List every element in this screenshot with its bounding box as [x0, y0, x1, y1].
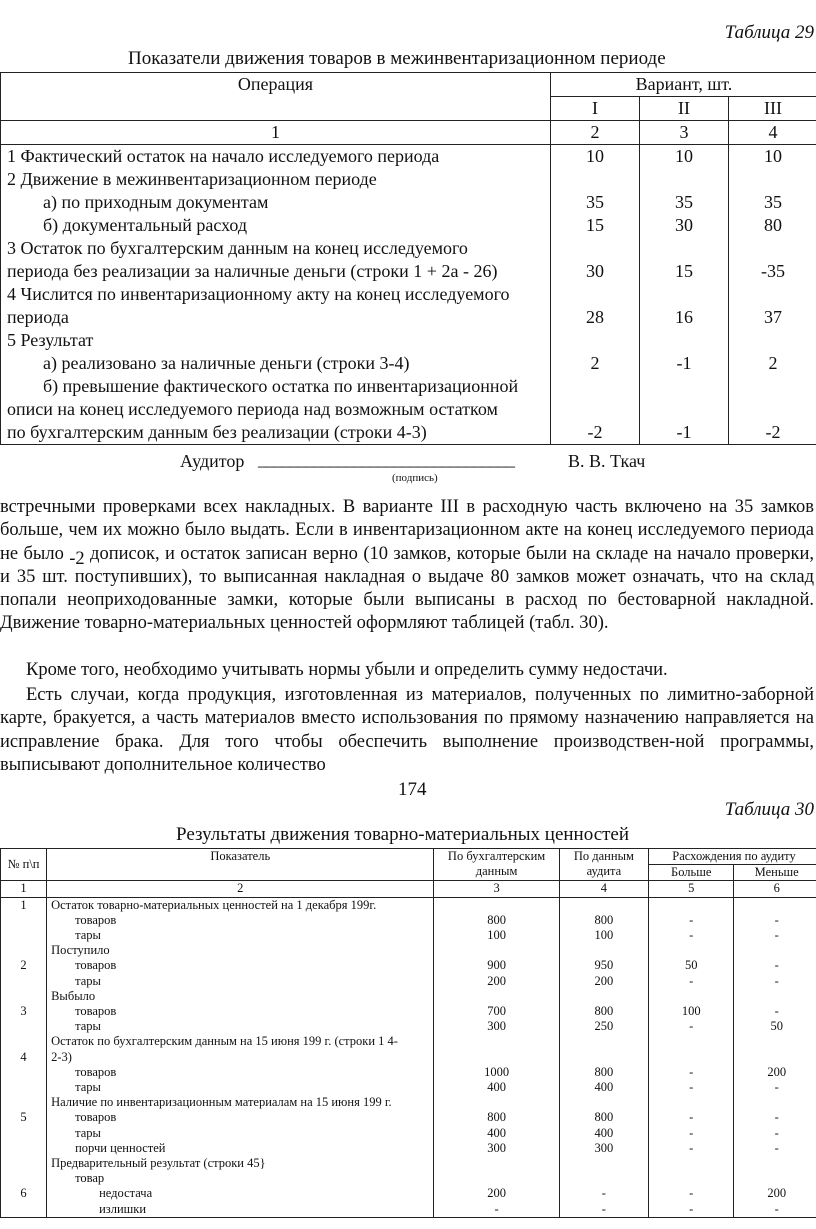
table29-row — [1, 375, 816, 398]
row-audit: - — [559, 1186, 648, 1201]
row-value — [551, 168, 640, 191]
row-accounting: 900 — [434, 958, 559, 973]
row-text: 2 Движение в межинвентаризационном периоде — [1, 168, 551, 191]
row-text: б) документальный расход — [1, 214, 551, 237]
table29-row — [1, 421, 816, 445]
table29-caption: Таблица 29 — [724, 22, 814, 43]
row-indicator: излишки — [47, 1202, 434, 1218]
table29-row — [1, 283, 816, 306]
header-more: Больше — [649, 865, 734, 881]
row-more: - — [649, 1080, 734, 1095]
table30-row — [1, 1034, 816, 1049]
row-more: - — [649, 1126, 734, 1141]
row-accounting — [434, 1050, 559, 1065]
table30-row — [1, 1019, 816, 1034]
row-value: -2 — [729, 421, 816, 445]
row-indicator: тары — [47, 974, 434, 989]
header-less: Меньше — [734, 865, 816, 881]
row-audit — [559, 943, 648, 958]
row-accounting: 300 — [434, 1141, 559, 1156]
row-text: 5 Результат — [1, 329, 551, 352]
row-less: - — [734, 974, 816, 989]
row-audit: 250 — [559, 1019, 648, 1034]
row-accounting — [434, 897, 559, 913]
row-indicator: Остаток по бухгалтерским данным на 15 июня 199 г. (строки 1 4- — [47, 1034, 434, 1049]
table29-row — [1, 260, 816, 283]
header-audit: По данным аудита — [559, 849, 648, 881]
row-indicator: Предварительный результат (строки 45} — [47, 1156, 434, 1171]
colnum: 1 — [1, 121, 551, 145]
row-value — [640, 329, 729, 352]
row-value — [640, 375, 729, 398]
row-audit: 800 — [559, 1065, 648, 1080]
table29-row — [1, 168, 816, 191]
header-v1: I — [551, 97, 640, 121]
row-text: периода без реализации за наличные деньги (строки 1 + 2а - 26) — [1, 260, 551, 283]
row-text: б) превышение фактического остатка по инвентаризационной — [1, 375, 551, 398]
row-accounting — [434, 1156, 559, 1171]
row-audit: 800 — [559, 1004, 648, 1019]
row-value — [640, 283, 729, 306]
table30-row — [1, 1141, 816, 1156]
row-number — [1, 943, 47, 958]
table30-row — [1, 1004, 816, 1019]
row-value: 10 — [729, 145, 816, 169]
colnum: 4 — [559, 881, 648, 897]
colnum: 1 — [1, 881, 47, 897]
table30-row — [1, 958, 816, 973]
row-value: 30 — [640, 214, 729, 237]
row-accounting — [434, 989, 559, 1004]
row-value: 15 — [551, 214, 640, 237]
row-value: -35 — [729, 260, 816, 283]
row-value: 10 — [640, 145, 729, 169]
row-indicator: порчи ценностей — [47, 1141, 434, 1156]
row-less — [734, 1095, 816, 1110]
row-indicator: товаров — [47, 1110, 434, 1125]
auditor-label: Аудитор — [180, 451, 245, 471]
row-indicator: товаров — [47, 958, 434, 973]
header-operation: Операция — [1, 73, 551, 121]
row-number — [1, 1019, 47, 1034]
row-value — [729, 168, 816, 191]
row-less — [734, 1050, 816, 1065]
colnum: 2 — [47, 881, 434, 897]
row-value — [551, 375, 640, 398]
row-less: - — [734, 1110, 816, 1125]
row-more: - — [649, 1019, 734, 1034]
row-less — [734, 943, 816, 958]
row-value — [551, 237, 640, 260]
row-indicator: Выбыло — [47, 989, 434, 1004]
colnum: 6 — [734, 881, 816, 897]
table29-title: Показатели движения товаров в межинвентаризационном периоде — [128, 48, 666, 69]
table29-row — [1, 329, 816, 352]
row-value: 30 — [551, 260, 640, 283]
row-value — [729, 329, 816, 352]
table30-row — [1, 1126, 816, 1141]
colnum: 5 — [649, 881, 734, 897]
row-indicator: 2-3) — [47, 1050, 434, 1065]
row-more: - — [649, 1141, 734, 1156]
row-less: - — [734, 1004, 816, 1019]
row-text: 3 Остаток по бухгалтерским данным на конец исследуемого — [1, 237, 551, 260]
header-v3: III — [729, 97, 816, 121]
table30-header-row — [1, 849, 816, 865]
row-audit: 400 — [559, 1080, 648, 1095]
row-accounting: 400 — [434, 1126, 559, 1141]
row-value — [729, 283, 816, 306]
row-audit — [559, 1050, 648, 1065]
row-number — [1, 1156, 47, 1171]
row-value — [551, 329, 640, 352]
table29-body — [1, 145, 816, 445]
colnum: 3 — [434, 881, 559, 897]
row-less: - — [734, 913, 816, 928]
row-audit: 300 — [559, 1141, 648, 1156]
row-indicator: Наличие по инвентаризационным материалам на 15 июня 199 г. — [47, 1095, 434, 1110]
table30-row — [1, 974, 816, 989]
row-more: - — [649, 913, 734, 928]
row-audit — [559, 1156, 648, 1171]
table30-row — [1, 1202, 816, 1218]
row-value: 15 — [640, 260, 729, 283]
row-more: - — [649, 928, 734, 943]
row-value: 2 — [729, 352, 816, 375]
row-audit — [559, 1171, 648, 1186]
row-audit — [559, 1034, 648, 1049]
row-accounting: 800 — [434, 913, 559, 928]
row-value: -1 — [640, 421, 729, 445]
row-text: а) по приходным документам — [1, 191, 551, 214]
row-less: - — [734, 1080, 816, 1095]
row-accounting — [434, 1171, 559, 1186]
table29-row — [1, 398, 816, 421]
row-audit: - — [559, 1202, 648, 1218]
row-more: - — [649, 1186, 734, 1201]
row-less — [734, 1171, 816, 1186]
row-more — [649, 1050, 734, 1065]
colnum: 3 — [640, 121, 729, 145]
row-more: - — [649, 974, 734, 989]
row-more: - — [649, 1065, 734, 1080]
row-accounting — [434, 1095, 559, 1110]
row-less: - — [734, 1202, 816, 1218]
row-number: 1 — [1, 897, 47, 913]
row-accounting — [434, 943, 559, 958]
row-audit: 800 — [559, 1110, 648, 1125]
row-less: - — [734, 928, 816, 943]
row-more — [649, 989, 734, 1004]
row-text: 4 Числится по инвентаризационному акту на конец исследуемого — [1, 283, 551, 306]
row-more: 100 — [649, 1004, 734, 1019]
row-accounting: 700 — [434, 1004, 559, 1019]
row-less — [734, 1034, 816, 1049]
table30-row — [1, 989, 816, 1004]
row-number: 4 — [1, 1050, 47, 1065]
row-more — [649, 1034, 734, 1049]
row-value: -1 — [640, 352, 729, 375]
row-audit: 950 — [559, 958, 648, 973]
row-audit — [559, 897, 648, 913]
table29 — [0, 72, 816, 445]
auditor-name: В. В. Ткач — [568, 451, 646, 471]
row-indicator: недостача — [47, 1186, 434, 1201]
row-number — [1, 1202, 47, 1218]
row-more: - — [649, 1202, 734, 1218]
table30-row — [1, 1110, 816, 1125]
row-indicator: тары — [47, 1080, 434, 1095]
table29-row — [1, 145, 816, 169]
table30-row — [1, 1095, 816, 1110]
table30-row — [1, 928, 816, 943]
row-indicator: Остаток товарно-материальных ценностей на 1 декабря 199г. — [47, 897, 434, 913]
row-accounting — [434, 1034, 559, 1049]
row-value: 16 — [640, 306, 729, 329]
paragraph-1-part-b: дописок, и остаток записан верно (10 замков, которые были на складе на начало проверки, и 35 шт. поступивших), то выписанная накладная о выдаче 80 замков может означать, что на склад попали неоприходованные замки, которые были выписаны в расход по бестоварной накладной. Движение товарно-материальных ценностей оформляют таблицей (табл. 30). — [0, 543, 814, 634]
page-number: 174 — [398, 779, 427, 800]
colnum: 4 — [729, 121, 816, 145]
table30-row — [1, 897, 816, 913]
table29-row — [1, 191, 816, 214]
row-value: 10 — [551, 145, 640, 169]
row-number — [1, 1141, 47, 1156]
header-indicator: Показатель — [47, 849, 434, 881]
row-text: периода — [1, 306, 551, 329]
table30-row — [1, 1050, 816, 1065]
row-more — [649, 1171, 734, 1186]
row-number — [1, 928, 47, 943]
table30-row — [1, 1065, 816, 1080]
row-number — [1, 989, 47, 1004]
row-accounting: 100 — [434, 928, 559, 943]
table30-caption: Таблица 30 — [724, 799, 814, 820]
paragraph-1 — [0, 496, 814, 636]
table30-row — [1, 1080, 816, 1095]
row-value: 37 — [729, 306, 816, 329]
row-number: 5 — [1, 1110, 47, 1125]
row-accounting: 300 — [434, 1019, 559, 1034]
header-diff: Расхождения по аудиту — [649, 849, 816, 865]
paragraph-1-part-a: встречными проверками всех накладных. В варианте III в расходную часть включено на 35 замков больше, чем их можно было выдать. Если в инвентаризационном акте на конец исследуемого периода не было — [0, 497, 814, 564]
row-audit — [559, 1095, 648, 1110]
table30-body — [1, 897, 816, 1217]
row-less — [734, 897, 816, 913]
row-number: 3 — [1, 1004, 47, 1019]
row-less: 200 — [734, 1065, 816, 1080]
row-value — [640, 237, 729, 260]
row-audit: 100 — [559, 928, 648, 943]
row-number — [1, 1126, 47, 1141]
row-text: описи на конец исследуемого периода над возможным остатком — [1, 398, 551, 421]
row-accounting: - — [434, 1202, 559, 1218]
row-more — [649, 943, 734, 958]
row-value: 35 — [640, 191, 729, 214]
row-indicator: тары — [47, 928, 434, 943]
row-more: - — [649, 1110, 734, 1125]
row-audit — [559, 989, 648, 1004]
row-indicator: тары — [47, 1126, 434, 1141]
row-less: - — [734, 1126, 816, 1141]
signature-line: ________________________________ — [258, 449, 514, 469]
row-number — [1, 1065, 47, 1080]
row-text: 1 Фактический остаток на начало исследуемого периода — [1, 145, 551, 169]
table29-row — [1, 352, 816, 375]
row-number — [1, 974, 47, 989]
row-indicator: товаров — [47, 1004, 434, 1019]
table30-title: Результаты движения товарно-материальных ценностей — [176, 824, 630, 845]
row-value — [729, 237, 816, 260]
table30-row — [1, 943, 816, 958]
row-indicator: тары — [47, 1019, 434, 1034]
row-value — [551, 398, 640, 421]
row-accounting: 1000 — [434, 1065, 559, 1080]
row-value — [640, 398, 729, 421]
row-number — [1, 1171, 47, 1186]
row-text: по бухгалтерским данным без реализации (строки 4-3) — [1, 421, 551, 445]
row-audit: 400 — [559, 1126, 648, 1141]
table30-row — [1, 1156, 816, 1171]
header-no: № п\п — [1, 849, 47, 881]
row-value: -2 — [551, 421, 640, 445]
table30-row — [1, 1186, 816, 1201]
row-less — [734, 989, 816, 1004]
row-number — [1, 913, 47, 928]
table29-row — [1, 306, 816, 329]
paragraph-2: Кроме того, необходимо учитывать нормы убыли и определить сумму недостачи. — [26, 660, 668, 680]
table29-header-row — [1, 73, 816, 97]
marginal-mark: -2 — [69, 548, 85, 569]
table29-row — [1, 214, 816, 237]
table30 — [0, 848, 816, 1218]
row-less — [734, 1156, 816, 1171]
row-more — [649, 1095, 734, 1110]
row-number: 2 — [1, 958, 47, 973]
row-accounting: 400 — [434, 1080, 559, 1095]
row-less: 200 — [734, 1186, 816, 1201]
row-indicator: товар — [47, 1171, 434, 1186]
row-indicator: товаров — [47, 1065, 434, 1080]
signature-note: (подпись) — [392, 472, 438, 484]
table30-row — [1, 913, 816, 928]
row-value: 35 — [551, 191, 640, 214]
row-value — [729, 375, 816, 398]
table29-row — [1, 237, 816, 260]
row-indicator: Поступило — [47, 943, 434, 958]
table30-colnums-row — [1, 881, 816, 897]
row-indicator: товаров — [47, 913, 434, 928]
row-accounting: 200 — [434, 974, 559, 989]
row-more: 50 — [649, 958, 734, 973]
table29-colnums-row — [1, 121, 816, 145]
row-less: - — [734, 1141, 816, 1156]
row-more — [649, 1156, 734, 1171]
header-variant: Вариант, шт. — [551, 73, 816, 97]
row-less: 50 — [734, 1019, 816, 1034]
header-accounting: По бухгалтерским данным — [434, 849, 559, 881]
row-value — [729, 398, 816, 421]
paragraph-3: Есть случаи, когда продукция, изготовленная из материалов, полученных по лимитно-заборной карте, бракуется, а часть материалов вместо использования по прямому назначению направляется на исправление брака. Для того чтобы обеспечить выполнение производствен-ной программы, выписывают дополнительное количество — [0, 685, 814, 775]
header-v2: II — [640, 97, 729, 121]
row-audit: 800 — [559, 913, 648, 928]
row-value — [640, 168, 729, 191]
row-audit: 200 — [559, 974, 648, 989]
row-accounting: 200 — [434, 1186, 559, 1201]
table30-row — [1, 1171, 816, 1186]
row-number: 6 — [1, 1186, 47, 1201]
colnum: 2 — [551, 121, 640, 145]
row-value: 35 — [729, 191, 816, 214]
row-less: - — [734, 958, 816, 973]
row-value: 2 — [551, 352, 640, 375]
row-value: 80 — [729, 214, 816, 237]
row-number — [1, 1034, 47, 1049]
row-text: а) реализовано за наличные деньги (строки 3-4) — [1, 352, 551, 375]
row-number — [1, 1095, 47, 1110]
row-more — [649, 897, 734, 913]
row-number — [1, 1080, 47, 1095]
row-value: 28 — [551, 306, 640, 329]
row-value — [551, 283, 640, 306]
row-accounting: 800 — [434, 1110, 559, 1125]
